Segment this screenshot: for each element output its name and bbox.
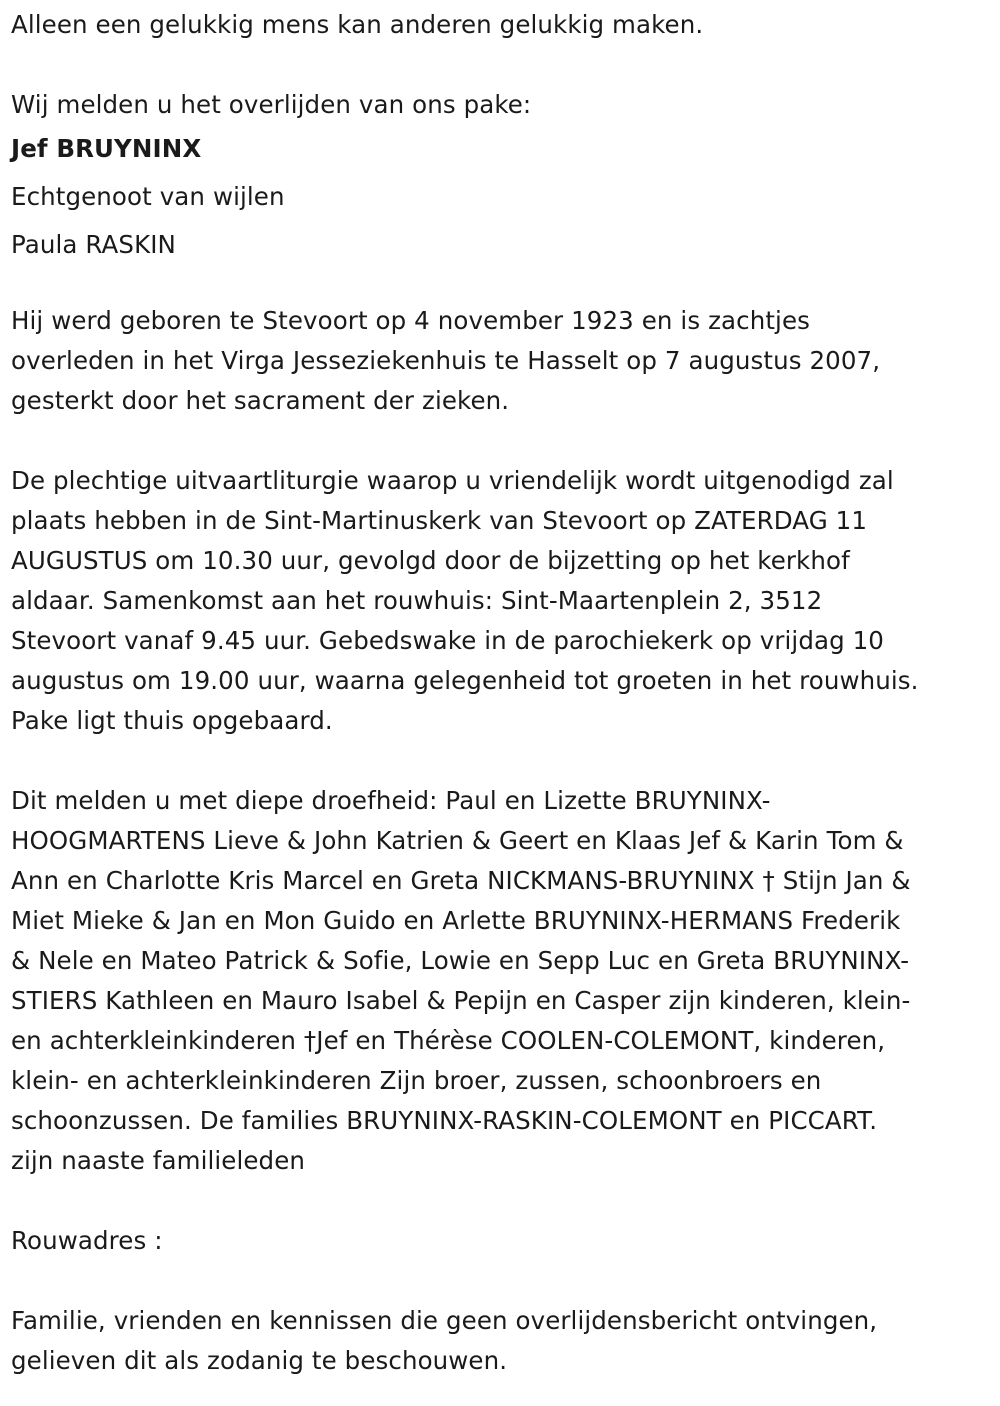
paragraph-line: klein- en achterkleinkinderen Zijn broer, zussen, schoonbroers en — [11, 1066, 822, 1095]
paragraph-line: gelieven dit als zodanig te beschouwen. — [11, 1346, 508, 1375]
deceased-name: Jef BRUYNINX — [11, 134, 202, 163]
paragraph-line: augustus om 19.00 uur, waarna gelegenheid tot groeten in het rouwhuis. — [11, 666, 919, 695]
paragraph-line: Ann en Charlotte Kris Marcel en Greta NICKMANS-BRUYNINX † Stijn Jan & — [11, 866, 911, 895]
paragraph-line: HOOGMARTENS Lieve & John Katrien & Geert en Klaas Jef & Karin Tom & — [11, 826, 904, 855]
paragraph-line: STIERS Kathleen en Mauro Isabel & Pepijn en Casper zijn kinderen, klein- — [11, 986, 911, 1015]
paragraph-line: zijn naaste familieleden — [11, 1146, 306, 1175]
paragraph-line: Hij werd geboren te Stevoort op 4 november 1923 en is zachtjes — [11, 306, 811, 335]
spouse-name: Paula RASKIN — [11, 230, 176, 259]
announcement: Wij melden u het overlijden van ons pake: — [11, 90, 532, 119]
funeral-paragraph — [11, 461, 996, 741]
spacer — [11, 1181, 996, 1221]
spacer — [11, 1261, 996, 1301]
spacer — [11, 45, 996, 85]
paragraph-line: schoonzussen. De families BRUYNINX-RASKIN-COLEMONT en PICCART. — [11, 1106, 878, 1135]
paragraph-line: aldaar. Samenkomst aan het rouwhuis: Sint-Maartenplein 2, 3512 — [11, 586, 823, 615]
paragraph-line: Miet Mieke & Jan en Mon Guido en Arlette BRUYNINX-HERMANS Frederik — [11, 906, 901, 935]
paragraph-line: Stevoort vanaf 9.45 uur. Gebedswake in de parochiekerk op vrijdag 10 — [11, 626, 884, 655]
spacer — [11, 269, 996, 301]
closing-paragraph — [11, 1301, 996, 1381]
paragraph-line: overleden in het Virga Jesseziekenhuis te Hasselt op 7 augustus 2007, — [11, 346, 881, 375]
paragraph-line: en achterkleinkinderen †Jef en Thérèse COOLEN-COLEMONT, kinderen, — [11, 1026, 886, 1055]
paragraph-line: AUGUSTUS om 10.30 uur, gevolgd door de bijzetting op het kerkhof — [11, 546, 850, 575]
deceased-relation: Echtgenoot van wijlen — [11, 182, 285, 211]
mourning-address-label: Rouwadres : — [11, 1226, 163, 1255]
obituary-document — [11, 5, 996, 1381]
paragraph-line: Pake ligt thuis opgebaard. — [11, 706, 333, 735]
paragraph-line: & Nele en Mateo Patrick & Sofie, Lowie en Sepp Luc en Greta BRUYNINX- — [11, 946, 910, 975]
birth-death-paragraph — [11, 301, 996, 421]
spacer — [11, 741, 996, 781]
paragraph-line: De plechtige uitvaartliturgie waarop u vriendelijk wordt uitgenodigd zal — [11, 466, 894, 495]
paragraph-line: Familie, vrienden en kennissen die geen overlijdensbericht ontvingen, — [11, 1306, 878, 1335]
paragraph-line: gesterkt door het sacrament der zieken. — [11, 386, 510, 415]
motto: Alleen een gelukkig mens kan anderen gelukkig maken. — [11, 10, 704, 39]
spacer — [11, 421, 996, 461]
paragraph-line: plaats hebben in de Sint-Martinuskerk van Stevoort op ZATERDAG 11 — [11, 506, 868, 535]
paragraph-line: Dit melden u met diepe droefheid: Paul en Lizette BRUYNINX- — [11, 786, 771, 815]
family-paragraph — [11, 781, 996, 1181]
